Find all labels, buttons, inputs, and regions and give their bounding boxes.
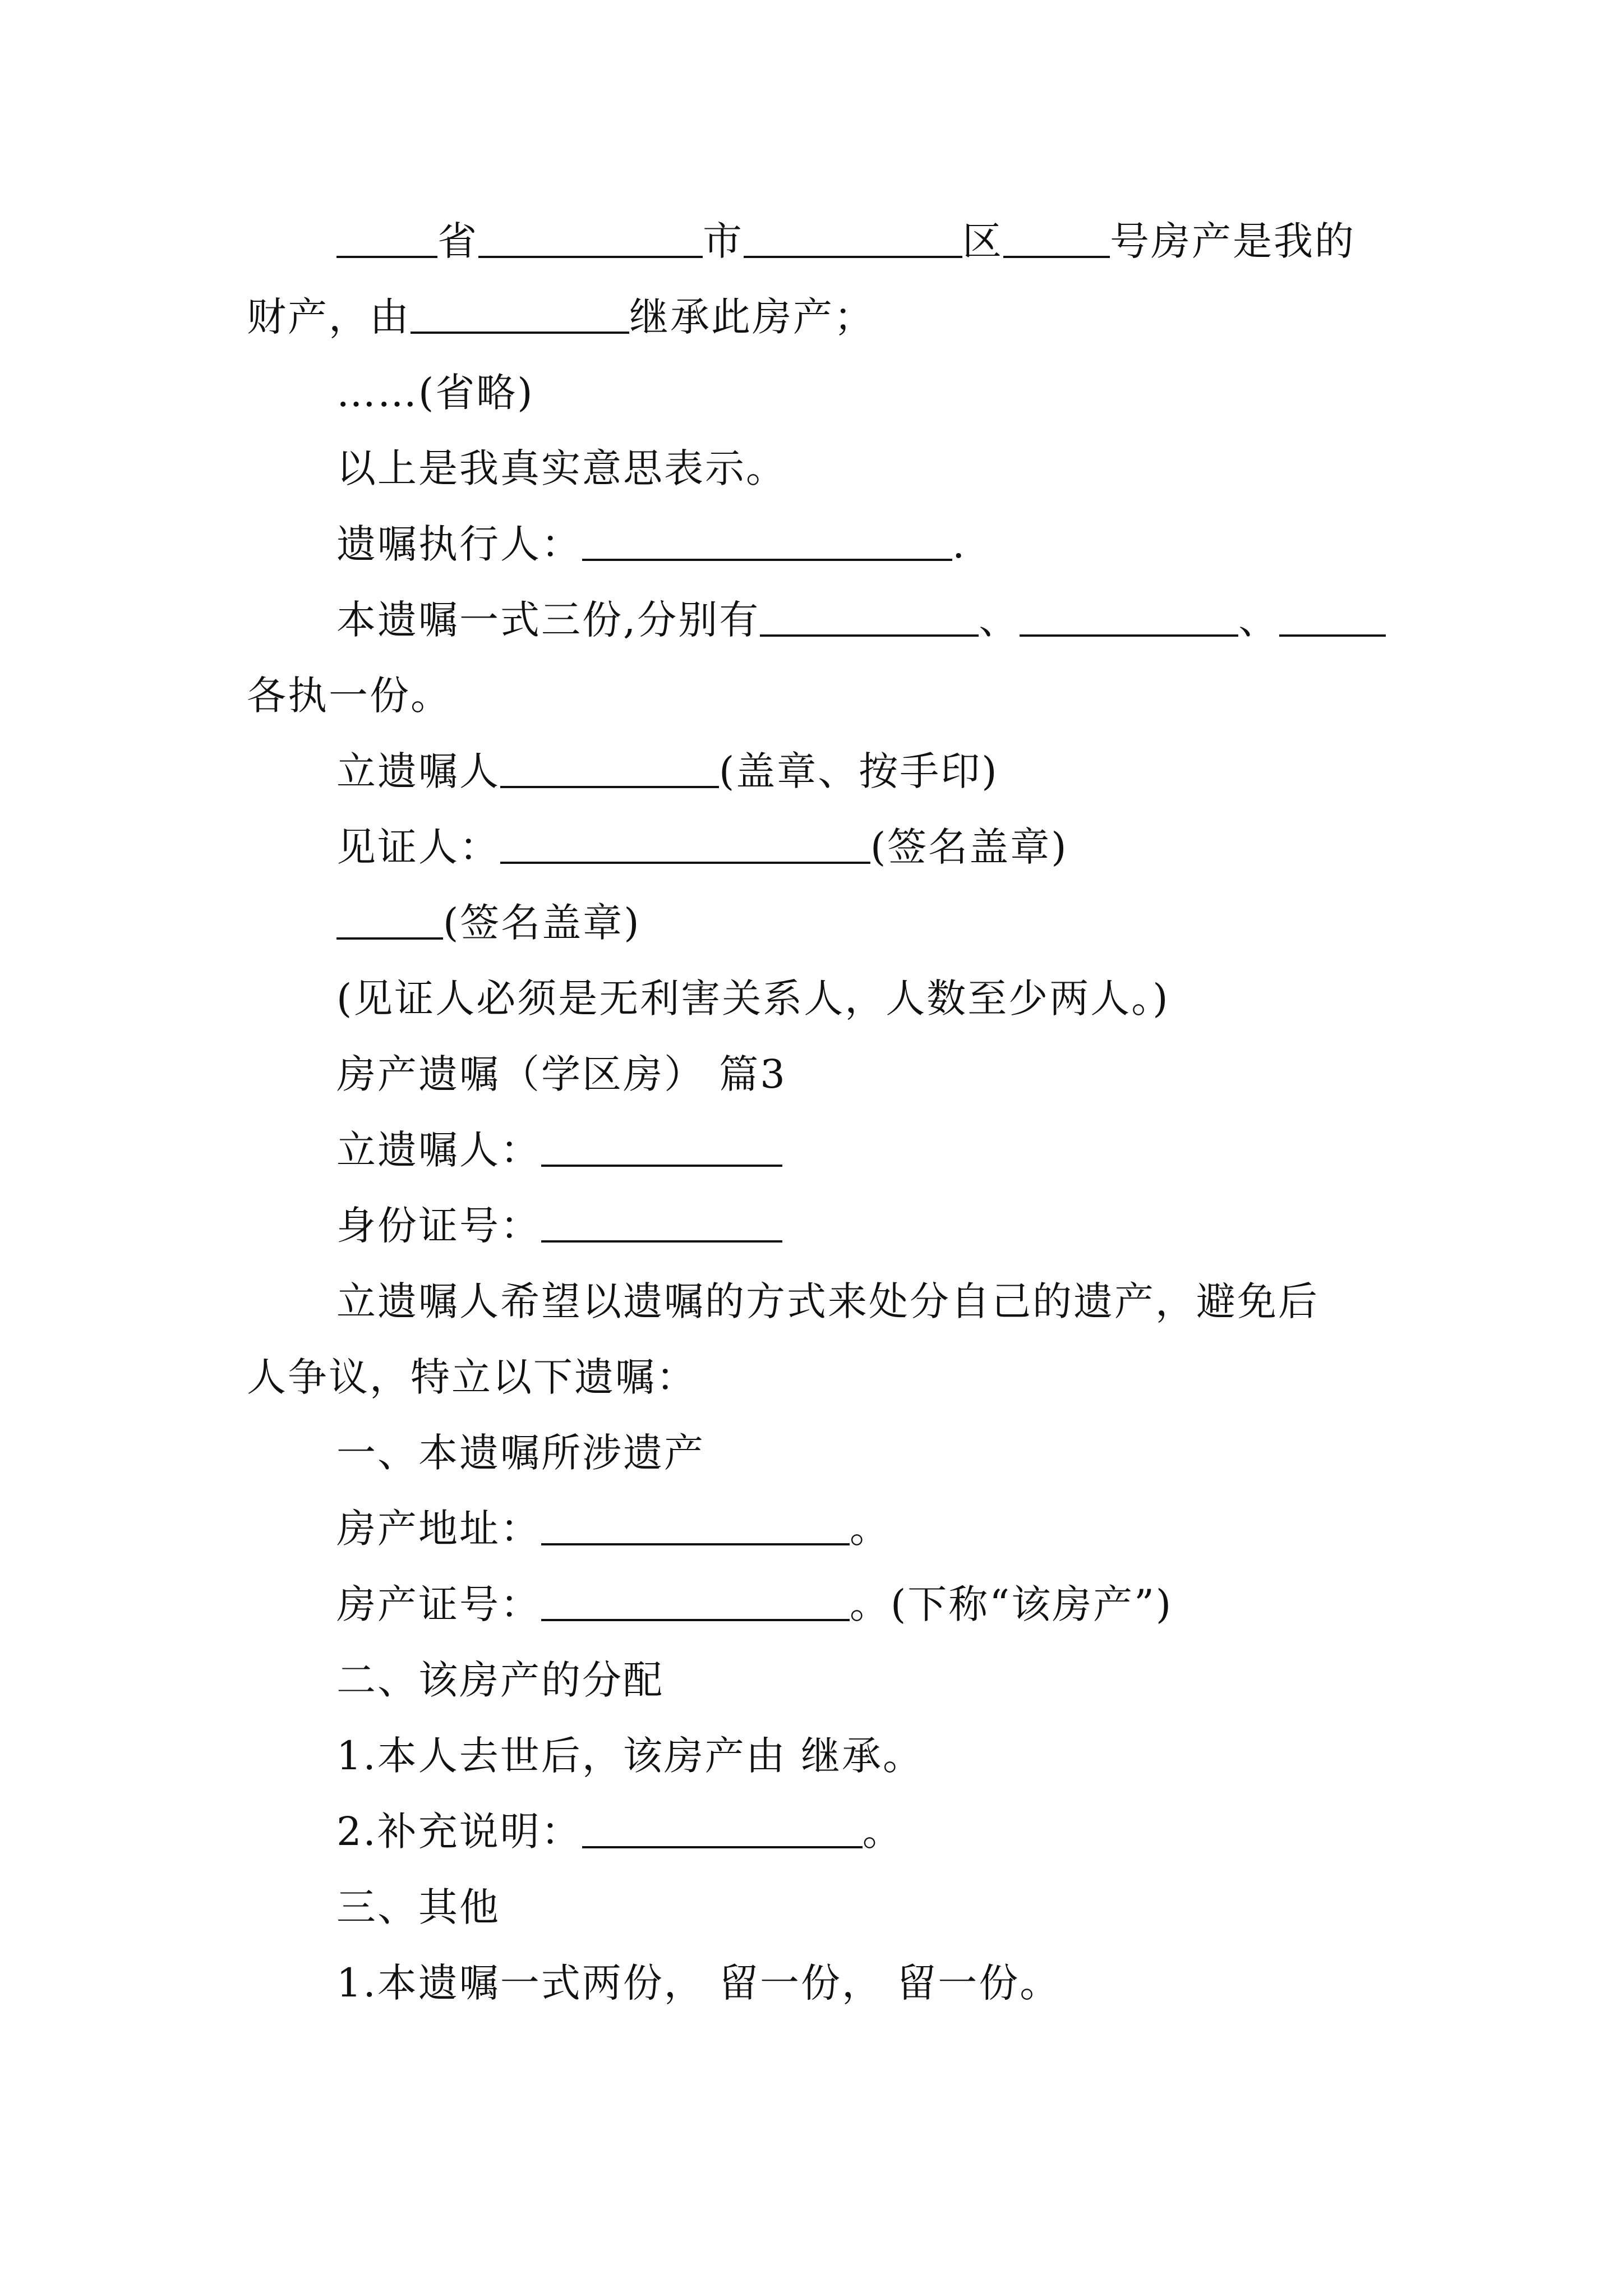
executor-label: 遗嘱执行人： [336, 521, 582, 567]
blank-executor [582, 519, 952, 561]
blank-id-number [541, 1201, 782, 1243]
testator-label: 立遗嘱人 [336, 748, 500, 794]
province-text: 省 [437, 218, 478, 264]
blank-witness-2 [336, 898, 443, 940]
blank-cert-number [541, 1580, 850, 1621]
heir-suffix: 继承此房产； [629, 294, 875, 340]
blank-copy-holder-2 [1020, 595, 1238, 637]
cert-line [336, 1576, 1173, 1632]
blank-testator-2 [541, 1125, 782, 1167]
blank-supplement [582, 1807, 863, 1848]
blank-province [336, 217, 437, 258]
blank-city [478, 217, 703, 258]
heir-line [247, 289, 875, 345]
item-2-end: 。 [862, 1809, 903, 1855]
item-3: 1.本遗嘱一式两份， 留一份， 留一份。 [336, 1960, 1061, 2006]
testator-note: (盖章、按手印) [719, 748, 999, 794]
testator2-label: 立遗嘱人： [336, 1127, 541, 1173]
omitted-text: ……(省略) [336, 370, 534, 416]
property-tail-text: 号房产是我的 [1110, 218, 1355, 264]
witness2-note: (签名盖章) [443, 900, 641, 946]
copies-sep-2: 、 [1238, 597, 1280, 643]
copies-continuation: 各执一份。 [247, 673, 451, 719]
intro-line-1: 立遗嘱人希望以遗嘱的方式来处分自己的遗产，避免后 [336, 1278, 1319, 1324]
blank-testator [500, 747, 719, 788]
item-2-line [336, 1803, 903, 1860]
heading-3: 三、其他 [336, 1884, 500, 1930]
copies-sep-1: 、 [979, 597, 1020, 643]
witness-note: (签名盖章) [870, 824, 1068, 870]
witness-rule-text: (见证人必须是无利害关系人，人数至少两人。) [336, 976, 1170, 1022]
item-2-label: 2.补充说明： [336, 1809, 582, 1855]
blank-address [541, 1504, 850, 1545]
blank-witness [500, 822, 870, 864]
executor-end: . [952, 521, 967, 567]
address-end: 。 [850, 1506, 891, 1552]
property-location-line [336, 213, 1355, 269]
blank-heir [411, 292, 629, 334]
heading-1: 一、本遗嘱所涉遗产 [336, 1430, 705, 1476]
cert-end: 。(下称“该房产”) [850, 1581, 1173, 1627]
intro-line-2: 人争议，特立以下遗嘱： [247, 1354, 697, 1400]
cert-label: 房产证号： [336, 1581, 541, 1627]
blank-copy-holder-3 [1279, 595, 1386, 637]
id-line [336, 1198, 782, 1254]
section-title: 房产遗嘱（学区房） 篇3 [336, 1051, 787, 1097]
heir-prefix: 财产，由 [247, 294, 411, 340]
witness-label: 见证人： [336, 824, 500, 870]
item-1: 1.本人去世后，该房产由 继承。 [336, 1733, 924, 1779]
city-text: 市 [703, 218, 744, 264]
copies-prefix: 本遗嘱一式三份,分别有 [336, 597, 760, 643]
heading-2: 二、该房产的分配 [336, 1657, 664, 1703]
testator2-line [336, 1122, 782, 1178]
address-label: 房产地址： [336, 1506, 541, 1552]
testator-line [336, 743, 999, 799]
district-text: 区 [962, 218, 1003, 264]
witness-line [336, 819, 1068, 875]
blank-number [1003, 217, 1110, 258]
true-intent-text: 以上是我真实意思表示。 [336, 445, 787, 491]
blank-district [744, 217, 962, 258]
address-line [336, 1501, 891, 1557]
witness2-line [336, 895, 641, 951]
id-label: 身份证号： [336, 1203, 541, 1249]
copies-line [336, 592, 1386, 648]
blank-copy-holder-1 [760, 595, 979, 637]
executor-line [336, 516, 966, 572]
